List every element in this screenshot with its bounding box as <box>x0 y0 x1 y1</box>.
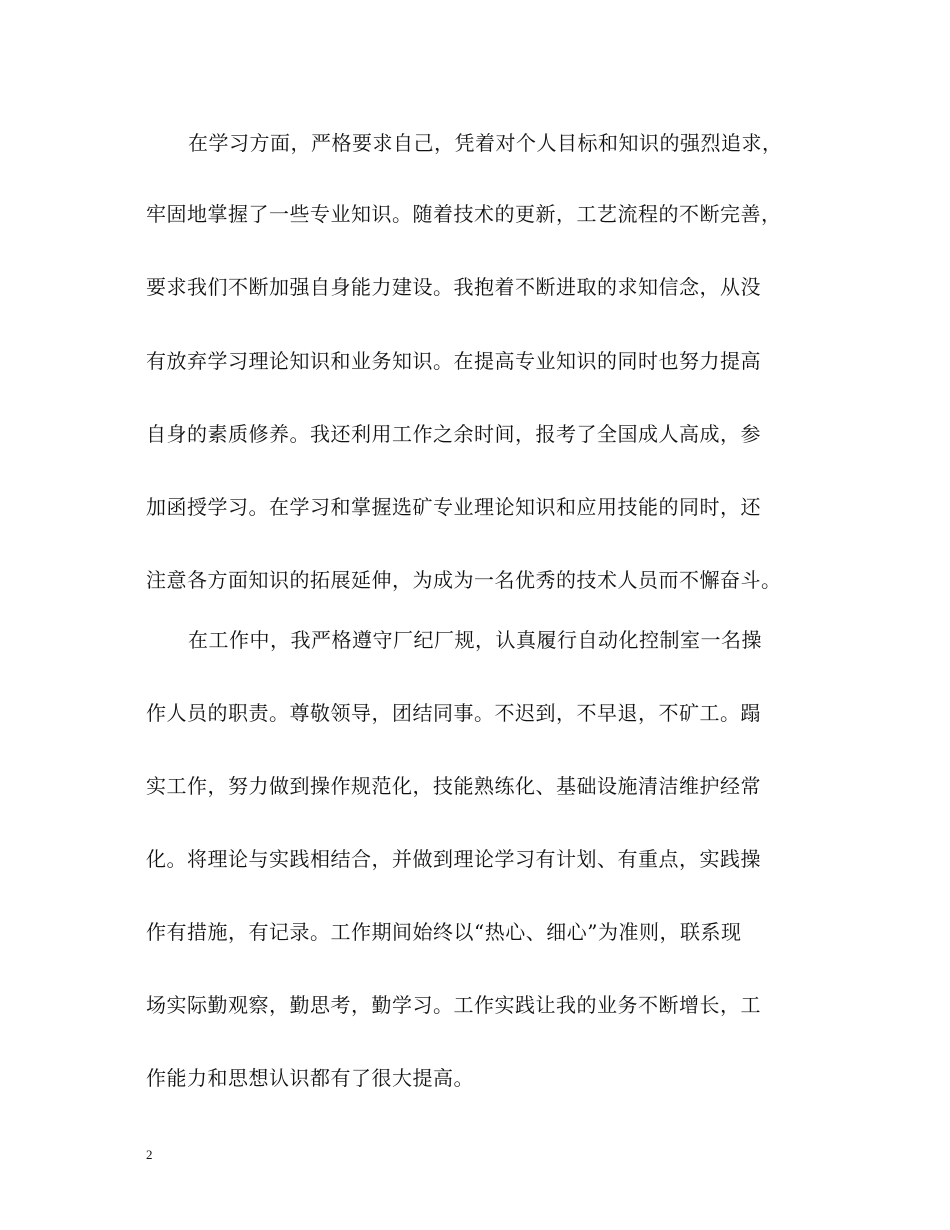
paragraph-1-line-4: 有放弃学习理论知识和业务知识。在提高专业知识的同时也努力提高 <box>146 349 761 373</box>
paragraph-2-line-5: 作有措施，有记录。工作期间始终以“热心、细心”为准则，联系现 <box>146 920 742 944</box>
paragraph-1-line-1: 在学习方面，严格要求自己，凭着对个人目标和知识的强烈追求， <box>188 131 783 155</box>
paragraph-2-line-7: 作能力和思想认识都有了很大提高。 <box>146 1066 474 1090</box>
paragraph-1-line-3: 要求我们不断加强自身能力建设。我抱着不断进取的求知信念，从没 <box>146 275 761 299</box>
paragraph-2-line-6: 场实际勤观察，勤思考，勤学习。工作实践让我的业务不断增长，工 <box>146 993 761 1017</box>
paragraph-2-line-3: 实工作，努力做到操作规范化，技能熟练化、基础设施清洁维护经常 <box>146 774 761 798</box>
paragraph-1-line-7: 注意各方面知识的拓展延伸，为成为一名优秀的技术人员而不懈奋斗。 <box>146 568 782 592</box>
paragraph-2-line-1: 在工作中，我严格遵守厂纪厂规，认真履行自动化控制室一名操 <box>188 628 762 652</box>
paragraph-2-line-4: 化。将理论与实践相结合，并做到理论学习有计划、有重点，实践操 <box>146 847 761 871</box>
page-number: 2 <box>146 1147 153 1162</box>
paragraph-1-line-2: 牢固地掌握了一些专业知识。随着技术的更新，工艺流程的不断完善， <box>146 202 782 226</box>
paragraph-1-line-5: 自身的素质修养。我还利用工作之余时间，报考了全国成人高成，参 <box>146 422 761 446</box>
paragraph-2-line-2: 作人员的职责。尊敬领导，团结同事。不迟到，不早退，不矿工。蹋 <box>146 701 761 725</box>
paragraph-1-line-6: 加函授学习。在学习和掌握选矿专业理论知识和应用技能的同时，还 <box>146 495 761 519</box>
